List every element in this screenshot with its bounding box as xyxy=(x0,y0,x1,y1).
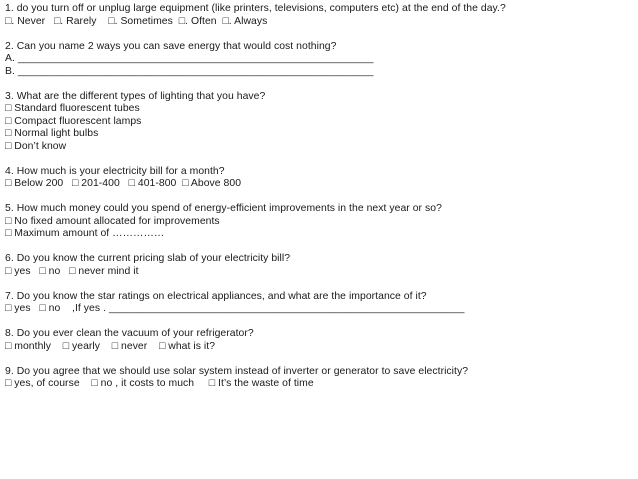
option-line: □ Don’t know xyxy=(5,140,67,152)
option-line: □ yes □ no □ never mind it xyxy=(5,265,139,277)
question-text: 1. do you turn off or unplug large equipment (like printers, televisions, computers etc) at the end of the day.? xyxy=(5,3,506,14)
spacer xyxy=(5,191,633,204)
option-line: □ Maximum amount of …………… xyxy=(5,228,165,239)
option-line: □. Never □. Rarely □. Sometimes □. Often □. Always xyxy=(5,15,268,27)
question-text: 4. How much is your electricity bill for a month? xyxy=(5,165,225,177)
question-block-7 xyxy=(5,291,633,316)
question-text: 9. Do you agree that we should use solar system instead of inverter or generator to save electricity? xyxy=(5,365,469,377)
spacer xyxy=(5,316,633,329)
question-block-2 xyxy=(5,41,633,79)
question-block-9 xyxy=(5,366,633,391)
option-line: □ Compact fluorescent lamps xyxy=(5,115,142,127)
question-block-5 xyxy=(5,203,633,241)
question-text: 8. Do you ever clean the vacuum of your refrigerator? xyxy=(5,328,254,339)
survey-document xyxy=(5,3,633,391)
spacer xyxy=(5,153,633,166)
option-line: □ yes, of course □ no , it costs to much □ It’s the waste of time xyxy=(5,378,314,389)
answer-line-a: A. _____________________________________________________________ xyxy=(5,53,374,64)
option-line: □ No fixed amount allocated for improvements xyxy=(5,215,220,227)
option-line: □ Normal light bulbs xyxy=(5,128,99,139)
question-block-8 xyxy=(5,328,633,353)
question-block-4 xyxy=(5,166,633,191)
question-block-3 xyxy=(5,91,633,154)
spacer xyxy=(5,241,633,254)
spacer xyxy=(5,28,633,41)
question-text: 7. Do you know the star ratings on electrical appliances, and what are the importance of it? xyxy=(5,290,427,302)
question-block-1 xyxy=(5,3,633,28)
question-text: 5. How much money could you spend of energy-efficient improvements in the next year or so? xyxy=(5,203,442,214)
option-line: □ Below 200 □ 201-400 □ 401-800 □ Above 800 xyxy=(5,178,242,189)
answer-line-b: B. _____________________________________________________________ xyxy=(5,65,374,77)
spacer xyxy=(5,78,633,91)
option-line: □ Standard fluorescent tubes xyxy=(5,103,140,114)
spacer xyxy=(5,278,633,291)
question-text: 2. Can you name 2 ways you can save energy that would cost nothing? xyxy=(5,40,337,52)
question-text: 3. What are the different types of lighting that you have? xyxy=(5,90,266,102)
question-block-6 xyxy=(5,253,633,278)
option-line: □ yes □ no ,If yes . _____________________________________________________________ xyxy=(5,303,465,314)
spacer xyxy=(5,353,633,366)
option-line: □ monthly □ yearly □ never □ what is it? xyxy=(5,340,216,352)
question-text: 6. Do you know the current pricing slab of your electricity bill? xyxy=(5,253,291,264)
